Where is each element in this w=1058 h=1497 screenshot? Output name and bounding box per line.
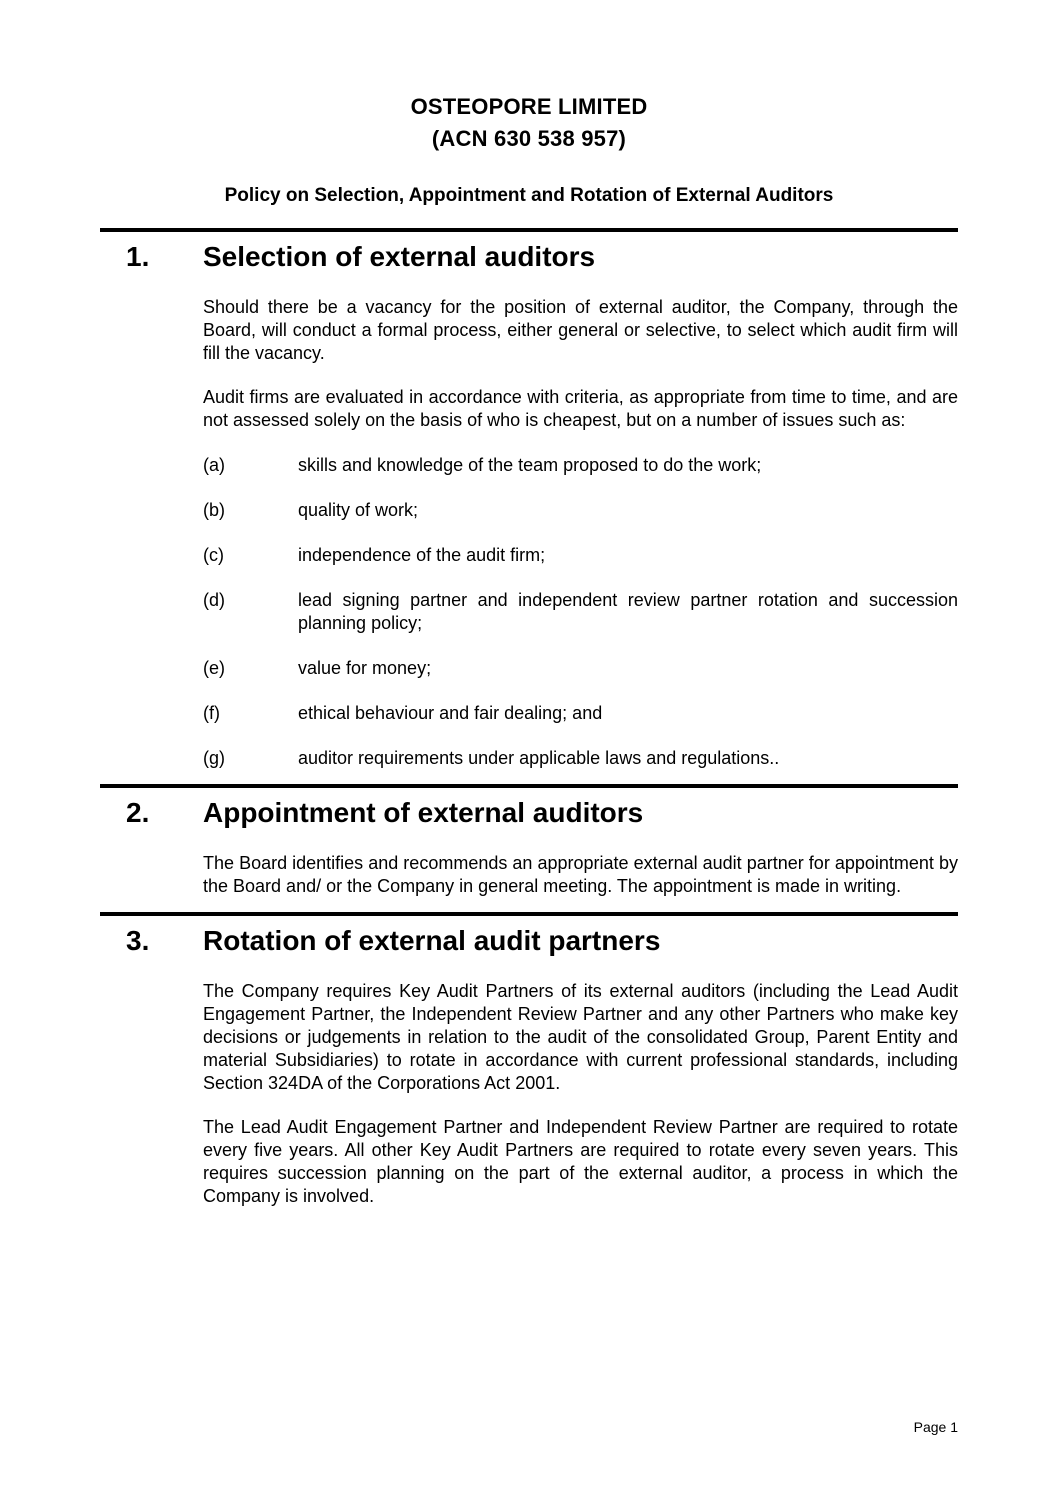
list-item-e-text: value for money;: [298, 658, 432, 678]
section-divider-3: [100, 912, 958, 916]
section-divider-2: [100, 784, 958, 788]
section-1-number: 1.: [126, 241, 150, 272]
section-2-title: Appointment of external auditors: [203, 797, 644, 828]
list-item-f: [203, 702, 958, 725]
list-item-c-text: independence of the audit firm;: [298, 545, 546, 565]
section-1-paragraph-2: Audit firms are evaluated in accordance with criteria, as appropriate from time to time, and are not assessed solely on the basis of who is cheapest, but on a number of issues such as:: [203, 387, 958, 430]
list-item-a: [203, 454, 958, 477]
list-item-b-label: (b): [203, 500, 225, 520]
company-name: OSTEOPORE LIMITED: [410, 94, 648, 119]
section-2-number: 2.: [126, 797, 150, 828]
list-item-b: [203, 499, 958, 522]
section-2-paragraph-1: The Board identifies and recommends an appropriate external audit partner for appointment by the Board and/ or the Company in general meeting. The appointment is made in writing.: [203, 853, 958, 896]
list-item-g: [203, 747, 958, 770]
section-3-number: 3.: [126, 925, 150, 956]
list-item-d-text: lead signing partner and independent review partner rotation and succession planning policy;: [298, 590, 958, 633]
list-item-d-label: (d): [203, 590, 225, 610]
list-item-f-text: ethical behaviour and fair dealing; and: [298, 703, 603, 723]
section-1-heading: [100, 239, 958, 275]
list-item-a-text: skills and knowledge of the team proposed to do the work;: [298, 455, 762, 475]
section-3-title: Rotation of external audit partners: [203, 925, 661, 956]
document-subtitle: Policy on Selection, Appointment and Rotation of External Auditors: [224, 185, 834, 206]
list-item-e-label: (e): [203, 658, 225, 678]
list-item-f-label: (f): [203, 703, 220, 723]
list-item-c-label: (c): [203, 545, 224, 565]
section-3-heading: [100, 923, 958, 959]
section-1-paragraph-1: Should there be a vacancy for the position of external auditor, the Company, through the Board, will conduct a formal process, either general or selective, to select which audit firm will fill the vacancy.: [203, 297, 958, 363]
page-footer: [914, 1419, 958, 1435]
document-title-block: [100, 91, 958, 155]
section-2-heading: [100, 795, 958, 831]
list-item-c: [203, 544, 958, 567]
list-item-e: [203, 657, 958, 680]
list-item-g-label: (g): [203, 748, 225, 768]
list-item-d: [203, 589, 958, 635]
section-divider-1: [100, 228, 958, 232]
page-number: Page 1: [913, 1419, 958, 1435]
section-3-paragraph-2: The Lead Audit Engagement Partner and Independent Review Partner are required to rotate every five years. All other Key Audit Partners are required to rotate every seven years. This requires succession planning on the part of the external auditor, a process in which the Company is involved.: [203, 1117, 958, 1206]
section-3-paragraph-1: The Company requires Key Audit Partners of its external auditors (including the Lead Audit Engagement Partner, the Independent Review Partner and any other Partners who make key decisions or judgements in relation to the audit of the consolidated Group, Parent Entity and material Subsidiaries) to rotate in accordance with current professional standards, including Section 324DA of the Corporations Act 2001.: [203, 981, 958, 1093]
list-item-b-text: quality of work;: [298, 500, 419, 520]
section-1-title: Selection of external auditors: [203, 241, 596, 272]
company-acn: (ACN 630 538 957): [431, 126, 627, 151]
list-item-a-label: (a): [203, 455, 225, 475]
list-item-g-text: auditor requirements under applicable laws and regulations..: [298, 748, 780, 768]
